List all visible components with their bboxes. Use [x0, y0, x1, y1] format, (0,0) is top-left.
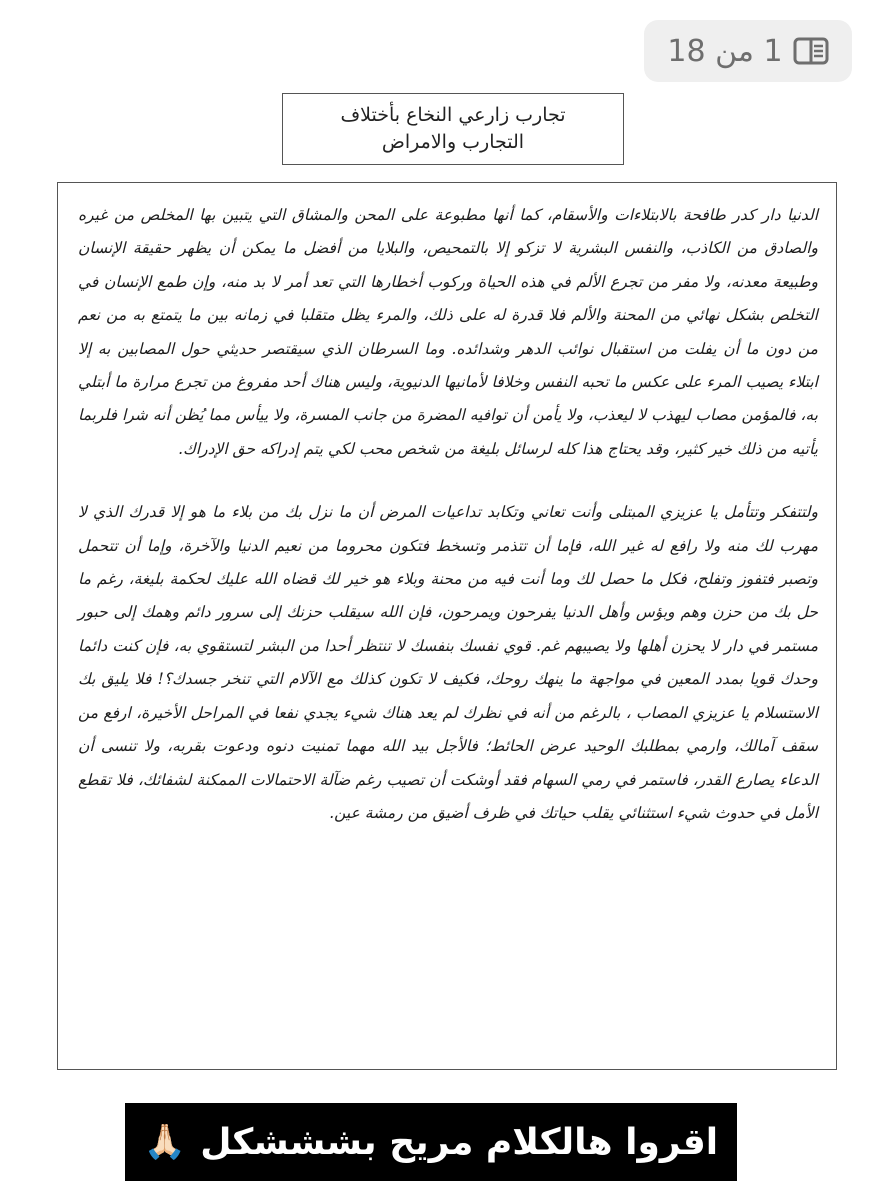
- caption-text: اقروا هالكلام مريح بشششكل: [200, 1121, 719, 1163]
- praying-hands-icon: 🙏🏻: [143, 1122, 187, 1162]
- caption-banner: [125, 1103, 737, 1181]
- document-body-box: [57, 182, 837, 1070]
- title-line-2: التجارب والامراض: [381, 131, 525, 153]
- page-indicator-text: 1 من 18: [667, 33, 783, 69]
- title-line-1: تجارب زارعي النخاع بأختلاف: [340, 104, 566, 126]
- document-title-box: [282, 93, 624, 165]
- body-paragraph-2: ولتتفكر وتتأمل يا عزيزي المبتلى وأنت تعاني وتكابد تداعيات المرض أن ما نزل بك من بلاء ما هو إلا قدرك الذي لا مهرب لك منه ولا رافع له غير الله، فإما أن تتذمر وتسخط فتكون محروما من نعيم الدنيا والآخرة، وإما أن تتحمل وتصبر فتفوز وتفلح، فكل ما حصل لك وما أنت فيه من محنة وبلاء هو خير لك قضاه الله عليك لحكمة بليغة، رغم ما حل بك من حزن وهم وبؤس وأهل الدنيا يفرحون ويمرحون، فإن الله سيقلب حزنك إلى سرور دائم وهمك إلى حبور مستمر في دار لا يحزن أهلها ولا يصيبهم غم. قوي نفسك بنفسك لا تنتظر أحدا من البشر لتستقوي به، فإن كنت دائما وحدك قويا بمدد المعين في مواجهة ما ينهك روحك، فكيف لا تكون كذلك مع الآلام التي تنخر جسدك؟! فلا يليق بك الاستسلام يا عزيزي المصاب ، بالرغم من أنه في نظرك لم يعد هناك شيء يجدي نفعا في المراحل الأخيرة، ارفع من سقف آمالك، وارمي بمطلبك الوحيد عرض الحائط؛ فالأجل بيد الله مهما تمنيت دنوه ودعوت بقربه، ولا تنسى أن الدعاء يصارع القدر، فاستمر في رمي السهام فقد أوشكت أن تصيب رغم ضآلة الاحتمالات الممكنة لشفائك، فلا تقطع الأمل في حدوث شيء استثنائي يقلب حياتك في ظرف أضيق من رمشة عين.: [78, 503, 818, 822]
- book-icon: [793, 36, 829, 66]
- page-indicator[interactable]: [644, 20, 852, 82]
- body-paragraph-1: الدنيا دار كدر طافحة بالابتلاءات والأسقام، كما أنها مطبوعة على المحن والمشاق التي يتبين بها المخلص من غيره والصادق من الكاذب، والنفس البشرية لا تزكو إلا بالتمحيص، والبلايا من أفضل ما يمكن أن يظهر حقيقة الإنسان وطبيعة معدنه، ولا مفر من تجرع الألم في هذه الحياة وركوب أخطارها التي تعد أمر لا بد منه، وإن طمع الإنسان في التخلص بشكل نهائي من المحنة والألم فلا قدرة له على ذلك، والمرء يظل متقلبا في زمانه بين ما يتمتع به من نعم من دون ما أن يفلت من استقبال نوائب الدهر وشدائده. وما السرطان الذي سيقتصر حديثي حول المصابين به إلا ابتلاء يصيب المرء على عكس ما تحبه النفس وخلافا لأمانيها الدنيوية، وليس هناك أحد مفروغ من تجرع مرارة ما أبتلي به، فالمؤمن مصاب ليهذب لا ليعذب، ولا يأمن أن توافيه المضرة من جانب المسرة، ولا ييأس مما يُظن أنه شرا فلربما يأتيه من ذلك خير كثير، وقد يحتاج هذا كله لرسائل بليغة من شخص محب لكي يتم إدراكه حق الإدراك.: [78, 206, 819, 458]
